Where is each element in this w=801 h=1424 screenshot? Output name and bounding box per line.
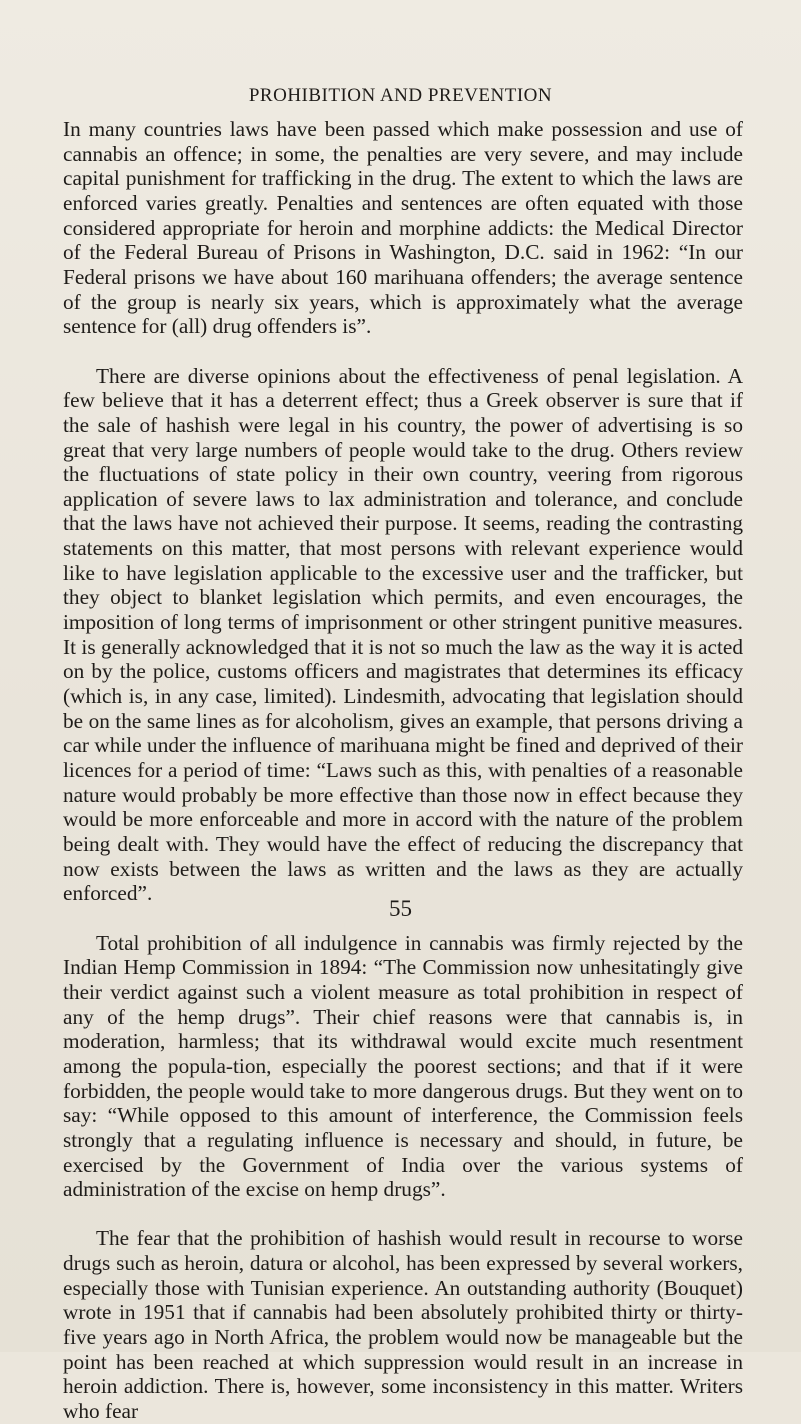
- running-head: PROHIBITION AND PREVENTION: [248, 85, 553, 106]
- body-text: [63, 117, 743, 1424]
- paragraph-indian-hemp-commission: Total prohibition of all indulgence in cannabis was firmly rejected by the Indian Hemp Commission in 1894: “The Commission now unhesitatingly give their verdict against such a violent measure as total prohibition in respect of any of the hemp drugs”. Their chief reasons were that cannabis is, in moderation, harmless; that its withdrawal would excite much resentment among the popula-tion, especially the poorest sections; and that if it were forbidden, the people would take to more dangerous drugs. But they went on to say: “While opposed to this amount of interference, the Commission feels strongly that a regulating influence is necessary and should, in future, be exercised by the Government of India over the various systems of administration of the excise on hemp drugs”.: [63, 930, 743, 1202]
- paragraph-penal-legislation: There are diverse opinions about the effectiveness of penal legislation. A few believe that it has a deterrent effect; thus a Greek observer is sure that if the sale of hashish were legal in his country, the power of advertising is so great that very large numbers of people would take to the drug. Others review the fluctuations of state policy in their own country, veering from rigorous application of severe laws to lax administration and tolerance, and conclude that the laws have not achieved their purpose. It seems, reading the contrasting statements on this matter, that most persons with relevant experience would like to have legislation applicable to the excessive user and the trafficker, but they object to blanket legislation which permits, and even encourages, the imposition of long terms of imprisonment or other stringent punitive measures. It is generally acknowledged that it is not so much the law as the way it is acted on by the police, customs officers and magistrates that determines its efficacy (which is, in any case, limited). Lindesmith, advocating that legislation should be on the same lines as for alcoholism, gives an example, that persons driving a car while under the influence of marihuana might be fined and deprived of their licences for a period of time: “Laws such as this, with penalties of a reasonable nature would probably be more effective than those now in effect because they would be more enforceable and more in accord with the nature of the problem being dealt with. They would have the effect of reducing the discrepancy that now exists between the laws as written and the laws as they are actually enforced”.: [63, 363, 743, 906]
- page-number: 55: [389, 896, 412, 921]
- paragraph-possession-laws: In many countries laws have been passed which make possession and use of cannabis an offence; in some, the penalties are very severe, and may include capital punishment for trafficking in the drug. The extent to which the laws are enforced varies greatly. Penalties and sentences are often equated with those considered appropriate for heroin and morphine addicts: the Medical Director of the Federal Bureau of Prisons in Washington, D.C. said in 1962: “In our Federal prisons we have about 160 marihuana offenders; the average sentence of the group is nearly six years, which is approximately what the average sentence for (all) drug offenders is”.: [63, 117, 743, 339]
- paragraph-hashish-prohibition-fear: The fear that the prohibition of hashish would result in recourse to worse drugs such as heroin, datura or alcohol, has been expressed by several workers, especially those with Tunisian experience. An outstanding authority (Bouquet) wrote in 1951 that if cannabis had been absolutely prohibited thirty or thirty-five years ago in North Africa, the problem would now be manageable but the point has been reached at which suppression would result in an increase in heroin addiction. There is, however, some inconsistency in this matter. Writers who fear: [63, 1226, 743, 1424]
